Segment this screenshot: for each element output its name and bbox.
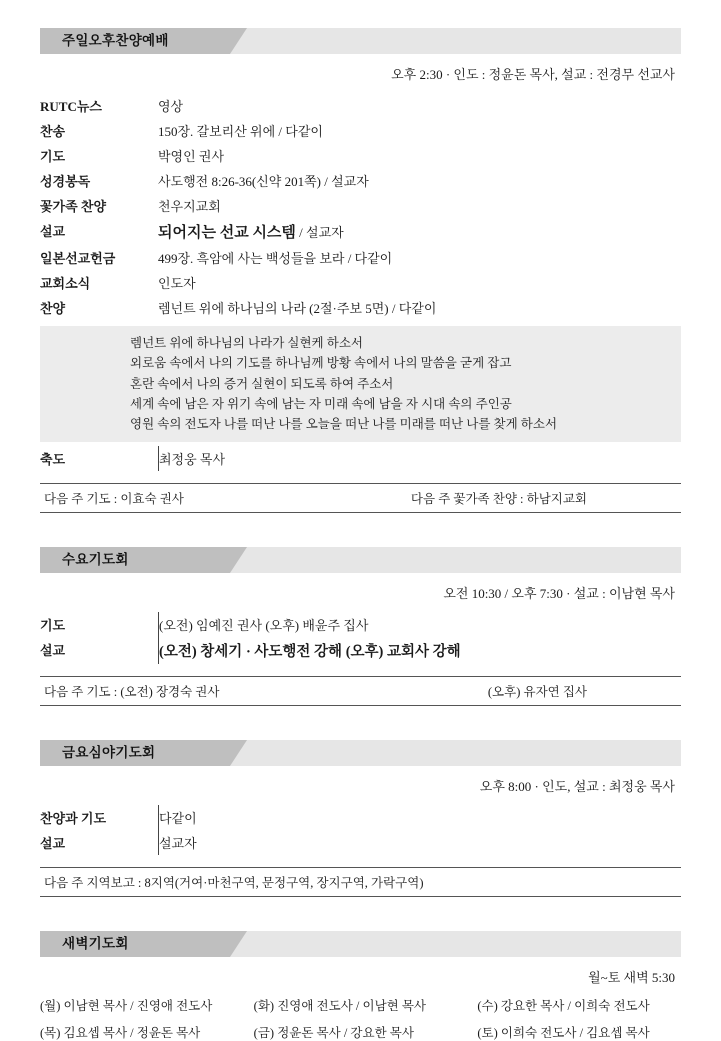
table-row-sermon — [40, 637, 681, 664]
section-meta: 오후 8:00 · 인도, 설교 : 최정웅 목사 — [479, 779, 675, 795]
order-table-sunday-afternoon — [40, 93, 681, 320]
dawn-cell-fri: (금) 정윤돈 목사 / 강요한 목사 — [253, 1026, 414, 1041]
sermon-title: (오전) 창세기 · 사도행전 강해 (오후) 교회사 강해 — [159, 644, 461, 661]
row-value: 사도행전 8:26-36(신약 201쪽) / 설교자 — [158, 174, 369, 189]
table-row — [40, 996, 681, 1014]
row-value — [158, 218, 681, 245]
dawn-prayer-schedule — [40, 996, 681, 1041]
table-row — [40, 805, 681, 830]
row-value: 설교자 — [159, 830, 682, 855]
table-row-sermon — [40, 218, 681, 245]
sermon-suffix: / 설교자 — [295, 225, 344, 240]
table-row — [40, 193, 681, 218]
next-week-note-sunday — [40, 483, 681, 513]
row-label: 설교 — [40, 836, 66, 852]
table-row — [40, 245, 681, 270]
table-row — [40, 270, 681, 295]
dawn-cell-wed: (수) 강요한 목사 / 이희숙 전도사 — [477, 999, 650, 1014]
dawn-cell-tue: (화) 진영애 전도사 / 이남현 목사 — [253, 999, 426, 1014]
table-row — [40, 446, 681, 471]
section-header-dawn — [40, 931, 681, 957]
note-left: 다음 주 기도 : (오전) 장경숙 권사 — [44, 685, 220, 700]
table-row — [40, 143, 681, 168]
order-table-benediction — [40, 446, 681, 471]
lyrics-line: 세계 속에 남은 자 위기 속에 남는 자 미래 속에 남을 자 시대 속의 주인공 — [130, 396, 512, 411]
row-label: 찬양과 기도 — [40, 811, 107, 827]
lyrics-line: 렘넌트 위에 하나님의 나라가 실현케 하소서 — [130, 336, 363, 350]
row-value: 렘넌트 위에 하나님의 나라 (2절·주보 5면) / 다같이 — [158, 301, 437, 316]
row-value: 인도자 — [158, 276, 196, 291]
row-label: 설교 — [40, 643, 66, 659]
row-label: 성경봉독 — [40, 174, 91, 189]
section-meta: 월~토 새벽 5:30 — [588, 970, 675, 986]
table-row — [40, 93, 681, 118]
lyrics-line: 혼란 속에서 나의 증거 실현이 되도록 하여 주소서 — [130, 376, 394, 391]
section-title: 수요기도회 — [62, 552, 129, 568]
section-meta: 오전 10:30 / 오후 7:30 · 설교 : 이남현 목사 — [443, 586, 675, 602]
row-value — [159, 637, 682, 664]
row-value: 박영인 권사 — [158, 149, 225, 164]
row-label: 찬송 — [40, 124, 66, 139]
table-row — [40, 612, 681, 637]
table-row — [40, 295, 681, 320]
row-value: 영상 — [158, 99, 184, 114]
district-report-note — [40, 867, 681, 897]
row-value: 최정웅 목사 — [159, 446, 682, 471]
table-row — [40, 1023, 681, 1041]
row-value: 499장. 흑암에 사는 백성들을 보라 / 다같이 — [158, 251, 393, 266]
row-label: 일본선교헌금 — [40, 251, 116, 266]
order-table-friday — [40, 805, 681, 855]
row-label: 설교 — [40, 224, 66, 239]
row-value: 천우지교회 — [158, 199, 221, 214]
note-right: 다음 주 꽃가족 찬양 : 하남지교회 — [410, 492, 587, 507]
row-value: 다같이 — [159, 805, 682, 830]
section-header-friday — [40, 740, 681, 766]
section-meta: 오후 2:30 · 인도 : 정윤돈 목사, 설교 : 전경무 선교사 — [391, 67, 675, 82]
row-label: 꽃가족 찬양 — [40, 199, 107, 214]
dawn-cell-sat: (토) 이희숙 전도사 / 김요셉 목사 — [477, 1026, 650, 1041]
row-label: 교회소식 — [40, 276, 91, 291]
section-title: 금요심야기도회 — [62, 745, 156, 761]
lyrics-line: 외로움 속에서 나의 기도를 하나님께 방황 속에서 나의 말씀을 굳게 잡고 — [130, 356, 512, 371]
lyrics-line: 영원 속의 전도자 나를 떠난 나를 오늘을 떠난 나를 미래를 떠난 나를 찾게 하소서 — [130, 417, 558, 431]
table-row — [40, 118, 681, 143]
dawn-cell-mon: (월) 이남현 목사 / 진영애 전도사 — [40, 999, 213, 1014]
row-value: (오전) 임예진 권사 (오후) 배윤주 집사 — [159, 612, 682, 637]
table-row — [40, 830, 681, 855]
order-table-wednesday — [40, 612, 681, 664]
section-header-sunday-afternoon — [40, 28, 681, 54]
section-header-wednesday — [40, 547, 681, 573]
row-label: 기도 — [40, 618, 66, 634]
note-left: 다음 주 지역보고 : 8지역(거여·마천구역, 문정구역, 장지구역, 가락구역) — [44, 876, 424, 891]
row-label: 기도 — [40, 149, 66, 164]
table-row — [40, 168, 681, 193]
hymn-lyrics-block — [40, 326, 681, 442]
row-value: 150장. 갈보리산 위에 / 다같이 — [158, 124, 323, 139]
row-label: 축도 — [40, 452, 66, 468]
row-label: 찬양 — [40, 301, 66, 316]
row-label: RUTC뉴스 — [40, 99, 102, 114]
note-right: (오후) 유자연 집사 — [487, 685, 587, 700]
note-left: 다음 주 기도 : 이효숙 권사 — [44, 492, 184, 507]
sermon-title: 되어지는 선교 시스템 — [158, 225, 296, 241]
dawn-cell-thu: (목) 김요셉 목사 / 정윤돈 목사 — [40, 1026, 201, 1041]
next-week-note-wednesday — [40, 676, 681, 706]
section-title: 주일오후찬양예배 — [62, 33, 169, 48]
section-title: 새벽기도회 — [62, 936, 129, 952]
